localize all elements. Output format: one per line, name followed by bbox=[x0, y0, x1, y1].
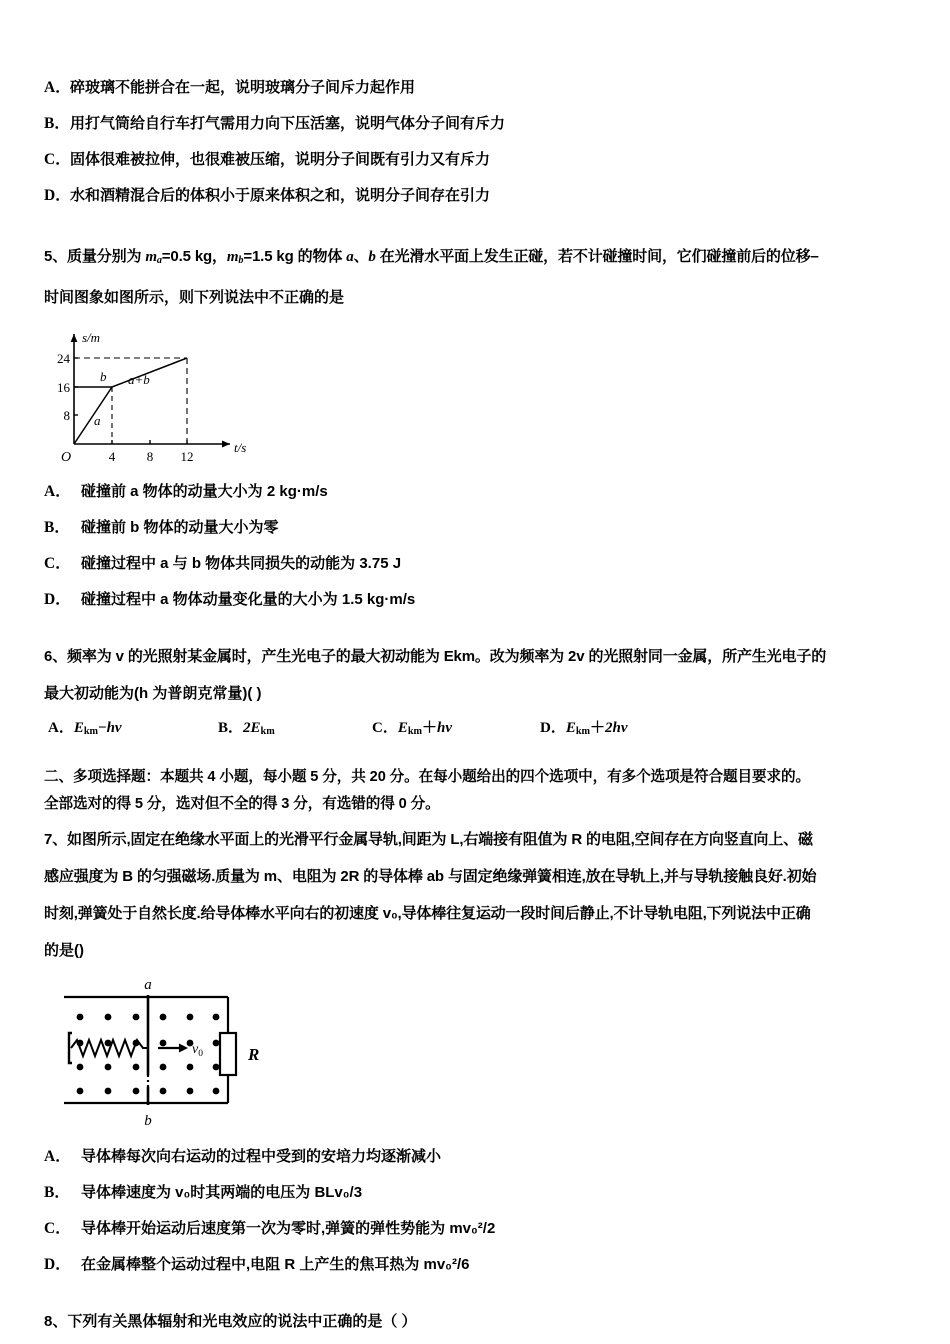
q5-text-d: 、 bbox=[353, 248, 369, 265]
option-label: A． bbox=[44, 1148, 71, 1166]
question5-stem-line1 bbox=[44, 238, 920, 279]
velocity-label: $v_0$ bbox=[192, 1042, 203, 1060]
question7-stem-line4: 的是() bbox=[44, 942, 84, 960]
option-expr-base: 2E bbox=[243, 720, 261, 737]
option-label: D． bbox=[44, 1256, 71, 1274]
option-expr-op: − bbox=[98, 720, 107, 737]
option-item bbox=[540, 716, 628, 737]
option-row bbox=[44, 116, 920, 152]
question6-stem bbox=[44, 638, 920, 712]
series-label-b: b bbox=[100, 369, 107, 385]
option-expr-tail: hv bbox=[437, 720, 453, 737]
ytick-label-16: 16 bbox=[57, 380, 70, 396]
option-row bbox=[44, 484, 920, 520]
option-expr-tail: 2hv bbox=[605, 720, 628, 737]
question6-stem-line2: 最大初动能为(h 为普朗克常量)( ) bbox=[44, 685, 262, 703]
option-label: B． bbox=[44, 115, 70, 132]
option-label: A． bbox=[48, 720, 74, 737]
option-text: 碰撞过程中 a 物体动量变化量的大小为 1.5 kg·m/s bbox=[81, 591, 416, 609]
question7-stem-line1: 7、如图所示,固定在绝缘水平面上的光滑平行金属导轨,间距为 L,右端接有阻值为 R 的电阻,空间存在方向竖直向上、磁 bbox=[44, 831, 813, 849]
question4-options bbox=[44, 80, 920, 224]
option-text: 用打气筒给自行车打气需用力向下压活塞，说明气体分子间有斥力 bbox=[70, 115, 506, 132]
option-expr-sub: km bbox=[407, 726, 423, 738]
option-expr-sub: km bbox=[575, 726, 591, 738]
resistor-R bbox=[220, 1033, 236, 1075]
terminal-b-label: b bbox=[144, 1113, 152, 1130]
option-label: B． bbox=[44, 519, 70, 537]
xtick-label-4: 4 bbox=[108, 449, 116, 463]
option-expr-sub: km bbox=[260, 726, 275, 738]
option-row bbox=[44, 1185, 920, 1221]
option-expr-base: E bbox=[73, 720, 84, 737]
option-label: D． bbox=[540, 720, 566, 737]
q5-sub-a: a bbox=[156, 255, 162, 267]
option-row bbox=[44, 1149, 920, 1185]
option-expr-op: ＋ bbox=[590, 720, 606, 737]
q5-sub-b: b bbox=[238, 255, 244, 267]
option-text: 导体棒每次向右运动的过程中受到的安培力均逐渐减小 bbox=[81, 1148, 442, 1166]
question7-stem-line2: 感应强度为 B 的匀强磁场.质量为 m、电阻为 2R 的导体棒 ab 与固定绝缘弹簧相连,放在导轨上,并与导轨接触良好.初始 bbox=[44, 868, 817, 886]
option-expr-base: E bbox=[565, 720, 576, 737]
option-row bbox=[44, 188, 920, 224]
option-item bbox=[218, 716, 275, 737]
series-label-a: a bbox=[94, 413, 101, 429]
option-label: A． bbox=[44, 79, 71, 96]
question8-stem-line1: 8、下列有关黑体辐射和光电效应的说法中正确的是（ ） bbox=[44, 1313, 417, 1331]
option-label: C． bbox=[44, 151, 71, 168]
question6-stem-line1: 6、频率为 v 的光照射某金属时，产生光电子的最大初动能为 Ekm。改为频率为 2v 的光照射同一金属，所产生光电子的 bbox=[44, 648, 827, 666]
option-row bbox=[44, 1221, 920, 1257]
option-label: B． bbox=[218, 720, 244, 737]
question7-options bbox=[44, 1149, 920, 1293]
q5-var-ma: m bbox=[145, 249, 157, 265]
option-text: 碰撞过程中 a 与 b 物体共同损失的动能为 3.75 J bbox=[81, 555, 402, 573]
x-axis-label: t/s bbox=[234, 440, 247, 456]
q5-var-b: b bbox=[368, 249, 376, 265]
ytick-label-8: 8 bbox=[63, 408, 70, 424]
option-label: D． bbox=[44, 591, 71, 609]
page-content bbox=[44, 80, 920, 1340]
option-row bbox=[44, 1257, 920, 1293]
q5-var-a: a bbox=[346, 249, 354, 265]
section2-line1: 二、多项选择题：本题共 4 小题，每小题 5 分，共 20 分。在每小题给出的四个选项中，有多个选项是符合题目要求的。 bbox=[44, 769, 810, 786]
circuit-svg bbox=[56, 975, 286, 1135]
q5-text-c: =1.5 kg 的物体 bbox=[243, 248, 347, 265]
terminal-a-label: a bbox=[144, 977, 152, 994]
question5-options bbox=[44, 484, 920, 628]
graph-svg bbox=[52, 322, 284, 462]
velocity-arrow-head bbox=[179, 1044, 188, 1053]
question8-stem bbox=[44, 1303, 920, 1340]
option-item bbox=[372, 716, 452, 737]
series-label-ab: a+b bbox=[128, 372, 150, 388]
question5-stem-line2: 时间图象如图所示，则下列说法中不正确的是 bbox=[44, 289, 345, 307]
option-label: C． bbox=[372, 720, 398, 737]
xtick-label-12: 12 bbox=[180, 449, 194, 463]
q5-text-b: =0.5 kg， bbox=[161, 248, 227, 265]
option-row bbox=[44, 520, 920, 556]
option-expr-op: ＋ bbox=[422, 720, 438, 737]
option-label: C． bbox=[44, 555, 71, 573]
option-row bbox=[44, 152, 920, 188]
option-text: 在金属棒整个运动过程中,电阻 R 上产生的焦耳热为 mv₀²/6 bbox=[81, 1256, 470, 1274]
x-axis-arrow bbox=[222, 441, 230, 448]
option-text: 碎玻璃不能拼合在一起，说明玻璃分子间斥力起作用 bbox=[70, 79, 416, 96]
option-item bbox=[48, 716, 122, 737]
option-row bbox=[44, 592, 920, 628]
q5-var-mb: m bbox=[226, 249, 239, 265]
origin-label: O bbox=[60, 450, 72, 463]
question7-stem-line3: 时刻,弹簧处于自然长度.给导体棒水平向右的初速度 v₀,导体棒往复运动一段时间后静止,不计导轨电阻,下列说法中正确 bbox=[44, 905, 811, 923]
option-row bbox=[44, 80, 920, 116]
displacement-time-graph bbox=[52, 322, 284, 462]
rails-circuit-figure bbox=[56, 975, 286, 1135]
option-text: 碰撞前 b 物体的动量大小为零 bbox=[81, 519, 279, 537]
option-label: A． bbox=[44, 483, 71, 501]
option-expr-tail: hv bbox=[106, 720, 122, 737]
resistor-label: R bbox=[248, 1045, 260, 1065]
y-axis-arrow bbox=[71, 334, 78, 342]
option-expr-sub: km bbox=[83, 726, 99, 738]
option-text: 导体棒速度为 v₀时其两端的电压为 BLv₀/3 bbox=[81, 1184, 363, 1202]
xtick-label-8: 8 bbox=[146, 449, 154, 463]
q5-text-e: 在光滑水平面上发生正碰，若不计碰撞时间，它们碰撞前后的位移– bbox=[375, 248, 819, 265]
option-text: 水和酒精混合后的体积小于原来体积之和，说明分子间存在引力 bbox=[70, 187, 491, 204]
q5-text-a: 5、质量分别为 bbox=[44, 248, 146, 265]
option-label: C． bbox=[44, 1220, 71, 1238]
option-text: 导体棒开始运动后速度第一次为零时,弹簧的弹性势能为 mv₀²/2 bbox=[81, 1220, 496, 1238]
ytick-label-24: 24 bbox=[57, 351, 70, 367]
option-expr-base: E bbox=[397, 720, 408, 737]
question6-options bbox=[44, 716, 920, 746]
question7-stem bbox=[44, 821, 920, 969]
y-axis-label: s/m bbox=[82, 330, 101, 346]
option-text: 碰撞前 a 物体的动量大小为 2 kg·m/s bbox=[81, 483, 328, 501]
section2-instructions bbox=[44, 764, 920, 818]
option-text: 固体很难被拉伸，也很难被压缩，说明分子间既有引力又有斥力 bbox=[70, 151, 491, 168]
option-row bbox=[44, 556, 920, 592]
option-label: B． bbox=[44, 1184, 70, 1202]
section2-line2: 全部选对的得 5 分，选对但不全的得 3 分，有选错的得 0 分。 bbox=[44, 796, 440, 813]
series-a-line bbox=[74, 387, 112, 444]
option-label: D． bbox=[44, 187, 71, 204]
question5-stem bbox=[44, 238, 920, 316]
